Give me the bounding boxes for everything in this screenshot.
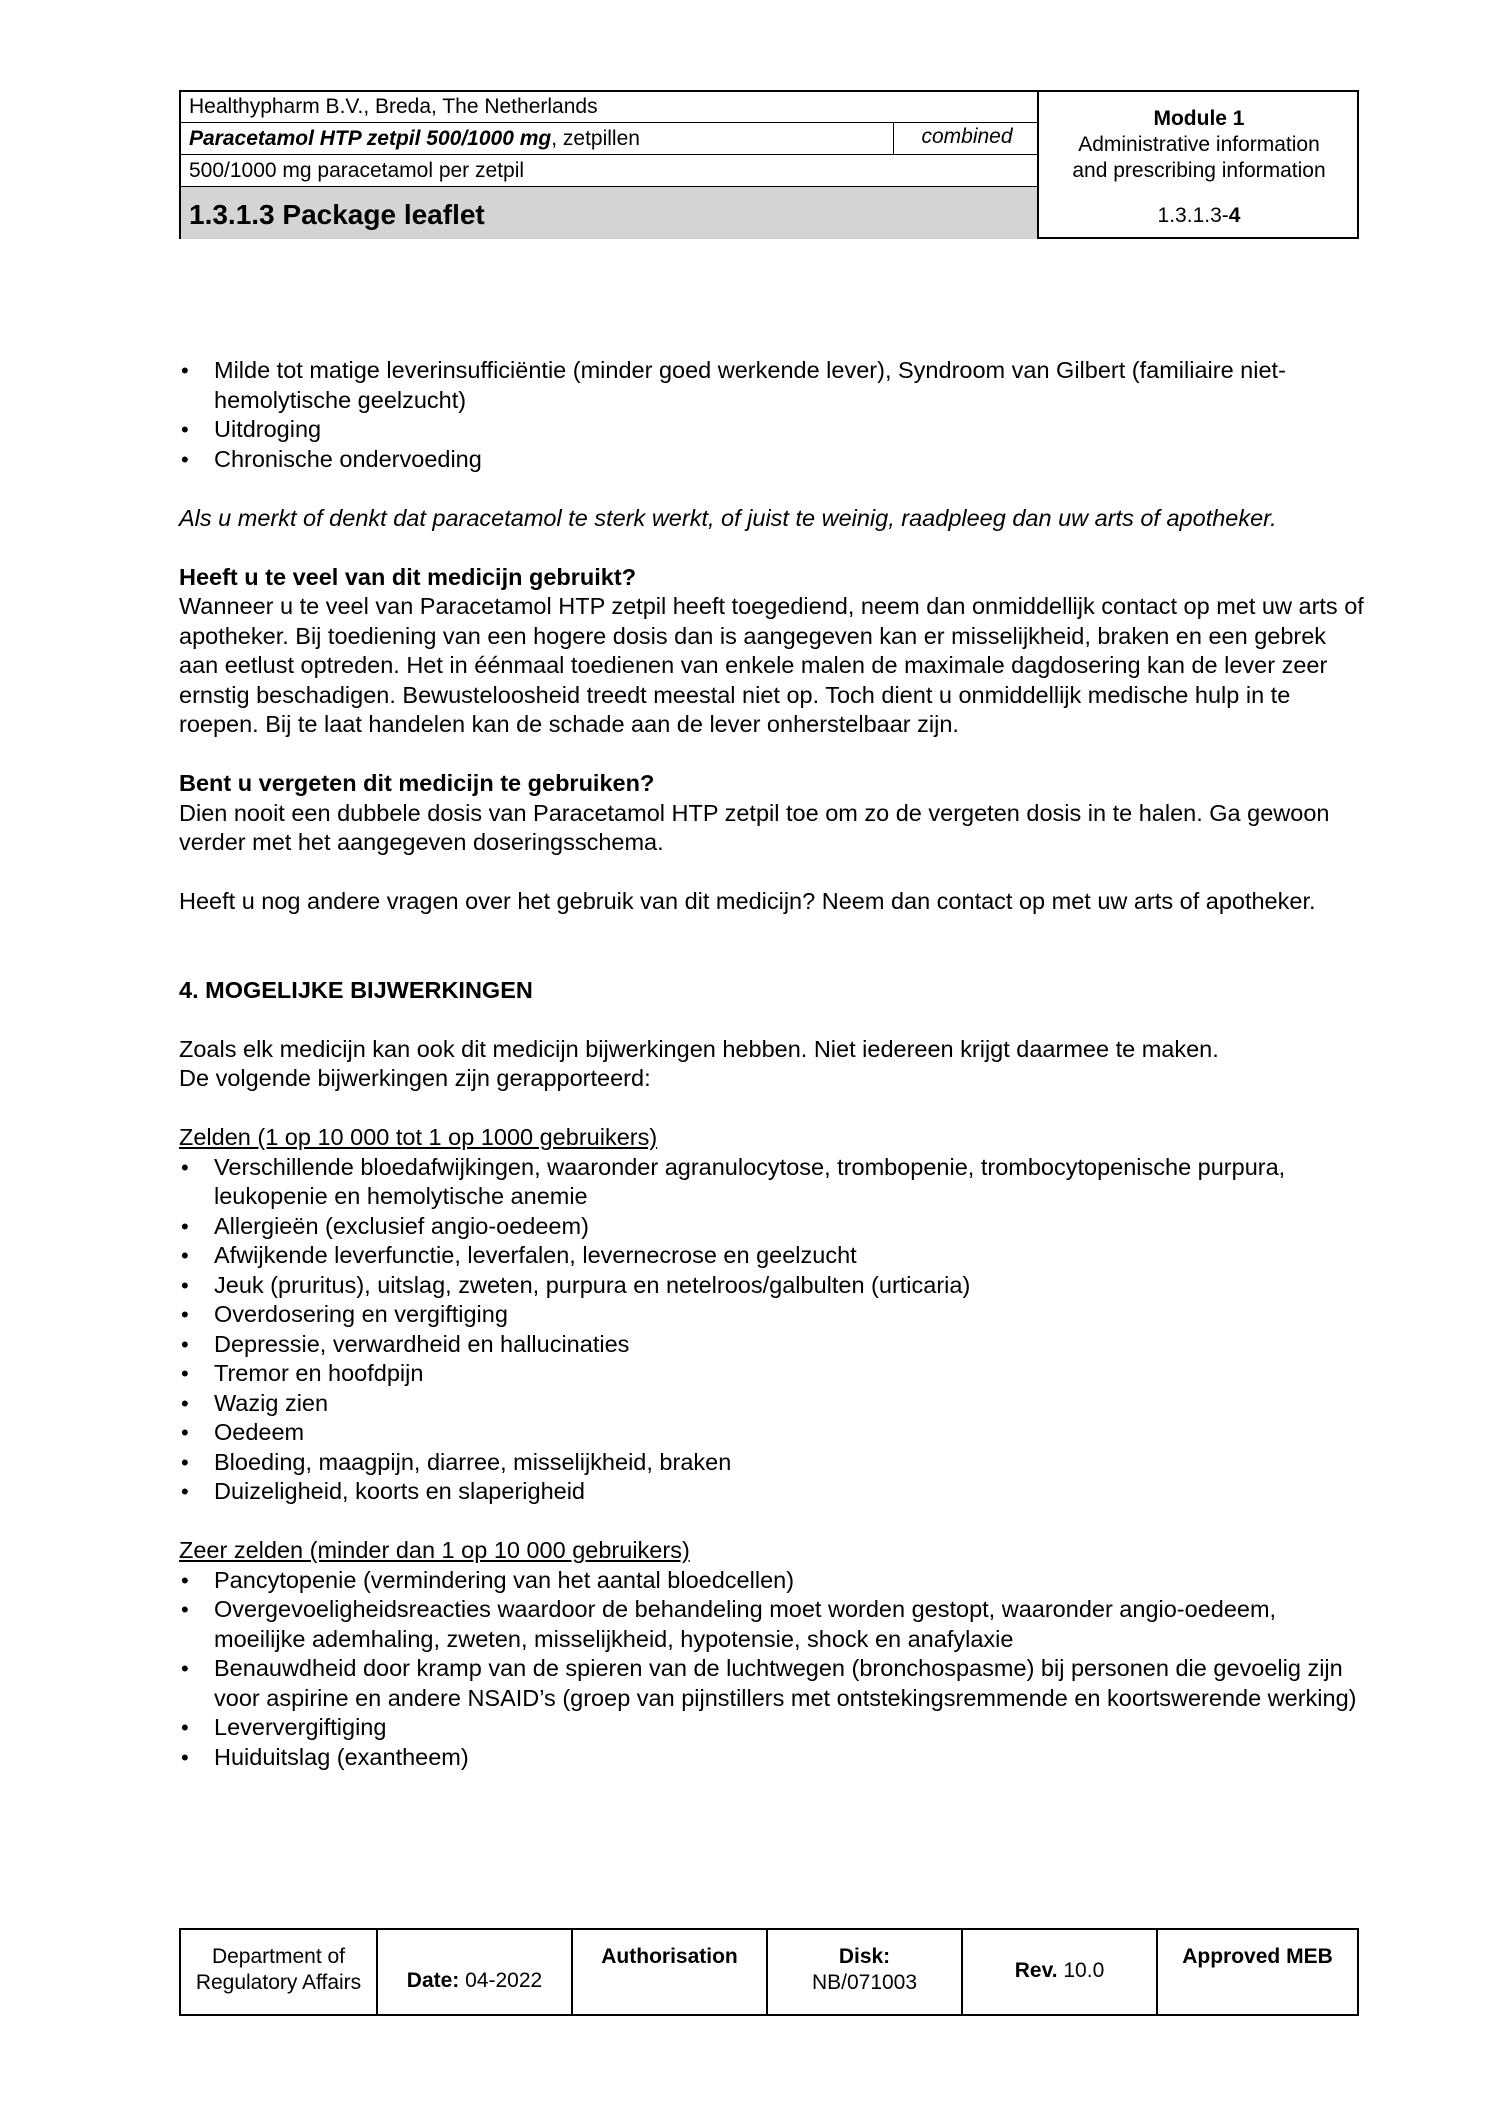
list-item: • Bloeding, maagpijn, diarree, misselijkheid, braken [179,1448,1364,1478]
module-desc: and prescribing information [1072,159,1326,182]
footer-department [181,1930,376,2014]
list-item: • Huiduitslag (exantheem) [179,1743,1364,1773]
list-item: • Jeuk (pruritus), uitslag, zweten, purpura en netelroos/galbulten (urticaria) [179,1271,1364,1301]
list-item: • Verschillende bloedafwijkingen, waaronder agranulocytose, trombopenie, trombocytopenische purpura, leukopenie en hemolytische anemie [179,1153,1364,1212]
product-name-italic: Paracetamol HTP zetpil 500/1000 mg [189,127,552,150]
list-item: • Pancytopenie (vermindering van het aantal bloedcellen) [179,1566,1364,1596]
section-title: 1.3.1.3 Package leaflet [189,199,485,230]
product-form: , zetpillen [551,127,640,150]
list-item: • Afwijkende leverfunctie, leverfalen, levernecrose en geelzucht [179,1241,1364,1271]
date-label: Date: [406,1969,460,1992]
module-title: Module 1 [1153,107,1245,130]
page-number [1039,205,1359,227]
header-divider [893,123,894,154]
list-item: • Oedeem [179,1418,1364,1448]
forgot-text: Dien nooit een dubbele dosis van Paracetamol HTP zetpil toe om zo de vergeten dosis in te halen. Ga gewoon verder met het aangegeven doseringsschema. [179,799,1330,855]
company-name: Healthypharm B.V., Breda, The Netherlands [189,95,598,118]
page-number-value: 4 [1228,204,1241,227]
leaflet-content [179,356,1364,1772]
list-item: • Benauwdheid door kramp van de spieren van de luchtwegen (bronchospasme) bij personen die gevoelig zijn voor aspirine en andere NSAID’s (groep van pijnstillers met ontstekingsremmende en koortswerende werking) [179,1654,1364,1713]
header-divider [181,154,1037,155]
rev-label: Rev. [1014,1959,1058,1982]
footer-revision [963,1930,1156,2014]
module-desc: Administrative information [1078,133,1320,156]
rare-heading: Zelden (1 op 10 000 tot 1 op 1000 gebruikers) [179,1124,658,1150]
questions-text: Heeft u nog andere vragen over het gebruik van dit medicijn? Neem dan contact op met uw arts of apotheker. [179,888,1316,914]
rare-list [179,1153,1364,1507]
list-item: • Chronische ondervoeding [179,445,1364,475]
list-item: • Depressie, verwardheid en hallucinaties [179,1330,1364,1360]
italic-note: Als u merkt of denkt dat paracetamol te sterk werkt, of juist te weinig, raadpleeg dan uw arts of apotheker. [179,504,1277,531]
footer-date [378,1930,571,2014]
footer-approved: Approved MEB [1182,1945,1333,1968]
combined-label: combined [921,125,1013,148]
disk-label: Disk: [838,1945,891,1968]
list-item: • Uitdroging [179,415,1364,445]
department-line: Department of [211,1945,346,1968]
section4-intro: De volgende bijwerkingen zijn gerapporteerd: [179,1065,651,1091]
bullet-list-top [179,356,1364,474]
list-item: • Leververgiftiging [179,1713,1364,1743]
product-name [189,128,640,150]
overdose-heading: Heeft u te veel van dit medicijn gebruikt? [179,563,637,590]
section4-heading: 4. MOGELIJKE BIJWERKINGEN [179,976,533,1003]
department-line: Regulatory Affairs [195,1971,362,1994]
header-divider [181,122,1037,123]
footer-disk [768,1930,961,2014]
footer-authorisation: Authorisation [601,1945,738,1968]
list-item: • Overdosering en vergiftiging [179,1300,1364,1330]
disk-value: NB/071003 [811,1971,918,1994]
forgot-heading: Bent u vergeten dit medicijn te gebruiken? [179,770,655,796]
list-item: • Milde tot matige leverinsufficiëntie (minder goed werkende lever), Syndroom van Gilbert (familiaire niet-hemolytische geelzucht) [179,356,1364,415]
header-divider [181,186,1037,187]
list-item: • Tremor en hoofdpijn [179,1359,1364,1389]
section4-intro: Zoals elk medicijn kan ook dit medicijn bijwerkingen hebben. Niet iedereen krijgt daarmee te maken. [179,1035,1219,1062]
very-rare-heading: Zeer zelden (minder dan 1 op 10 000 gebruikers) [179,1537,690,1563]
list-item: • Duizeligheid, koorts en slaperigheid [179,1477,1364,1507]
overdose-text: Wanneer u te veel van Paracetamol HTP zetpil heeft toegediend, neem dan onmiddellijk contact op met uw arts of apotheker. Bij toediening van een hogere dosis dan is aangegeven kan er misselijkheid, braken en een gebrek aan eetlust optreden. Het in éénmaal toedienen van enkele malen de maximale dagdosering kan de lever zeer ernstig beschadigen. Bewusteloosheid treedt meestal niet op. Toch dient u onmiddellijk medische hulp in te roepen. Bij te laat handelen kan de schade aan de lever onherstelbaar zijn. [179,593,1364,737]
strength: 500/1000 mg paracetamol per zetpil [189,159,525,182]
list-item: • Overgevoeligheidsreacties waardoor de behandeling moet worden gestopt, waaronder angio-oedeem, moeilijke ademhaling, zweten, misselijkheid, hypotensie, shock en anafylaxie [179,1595,1364,1654]
date-value: 04-2022 [459,1969,543,1992]
footer-table [179,1928,1359,2016]
very-rare-list [179,1566,1364,1773]
header-table [179,90,1359,239]
list-item: • Allergieën (exclusief angio-oedeem) [179,1212,1364,1242]
page-prefix: 1.3.1.3- [1157,204,1229,227]
list-item: • Wazig zien [179,1389,1364,1419]
rev-value: 10.0 [1057,1959,1105,1982]
